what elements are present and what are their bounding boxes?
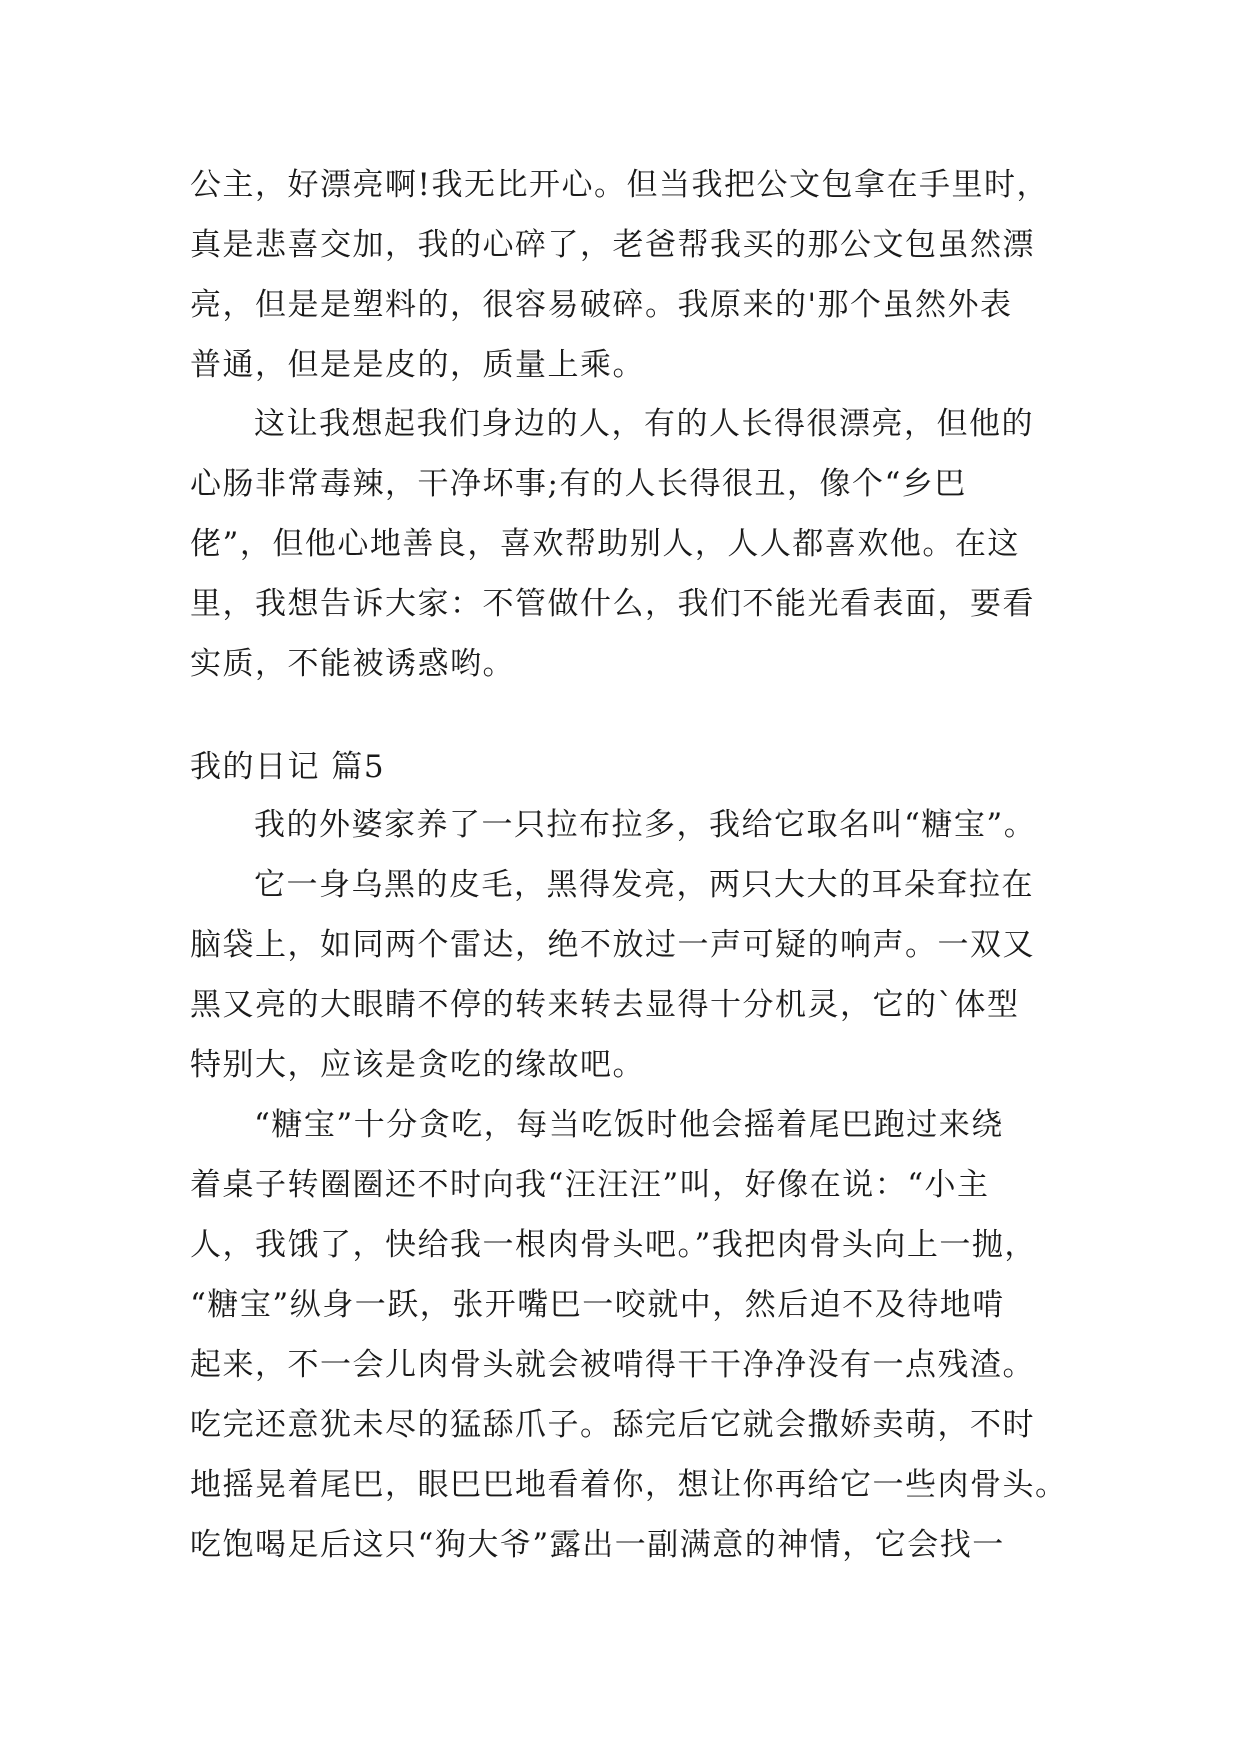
paragraph-5-line-8: 吃饱喝足后这只“狗大爷”露出一副满意的神情，它会找一	[190, 1527, 1005, 1563]
paragraph-5-line-2: 着桌子转圈圈还不时向我“汪汪汪”叫，好像在说：“小主	[190, 1167, 990, 1203]
paragraph-4-line-2: 脑袋上，如同两个雷达，绝不放过一声可疑的响声。一双又	[190, 927, 1035, 963]
paragraph-2-line-5: 实质，不能被诱惑哟。	[190, 646, 515, 682]
paragraph-5-line-3: 人，我饿了，快给我一根肉骨头吧。”我把肉骨头向上一抛，	[190, 1227, 1037, 1263]
paragraph-5-line-1: “糖宝”十分贪吃，每当吃饭时他会摇着尾巴跑过来绕	[254, 1107, 1004, 1143]
paragraph-2-line-1: 这让我想起我们身边的人，有的人长得很漂亮，但他的	[254, 406, 1034, 442]
paragraph-1-line-4: 普通，但是是皮的，质量上乘。	[190, 347, 645, 383]
paragraph-3-line-1: 我的外婆家养了一只拉布拉多，我给它取名叫“糖宝”。	[254, 807, 1037, 843]
paragraph-5-line-6: 吃完还意犹未尽的猛舔爪子。舔完后它就会撒娇卖萌，不时	[190, 1407, 1035, 1443]
paragraph-5-line-7: 地摇晃着尾巴，眼巴巴地看着你，想让你再给它一些肉骨头。	[190, 1467, 1068, 1503]
section-heading: 我的日记 篇5	[190, 749, 386, 785]
paragraph-5-line-5: 起来，不一会儿肉骨头就会被啃得干干净净没有一点残渣。	[190, 1347, 1035, 1383]
paragraph-4-line-3: 黑又亮的大眼睛不停的转来转去显得十分机灵，它的`体型	[190, 987, 1020, 1023]
paragraph-5-line-4: “糖宝”纵身一跃，张开嘴巴一咬就中，然后迫不及待地啃	[190, 1287, 1005, 1323]
paragraph-4-line-1: 它一身乌黑的皮毛，黑得发亮，两只大大的耳朵耷拉在	[254, 867, 1034, 903]
paragraph-4-line-4: 特别大，应该是贪吃的缘故吧。	[190, 1047, 645, 1083]
paragraph-2-line-3: 佬”，但他心地善良，喜欢帮助别人，人人都喜欢他。在这	[190, 526, 1020, 562]
paragraph-1-line-3: 亮，但是是塑料的，很容易破碎。我原来的'那个虽然外表	[190, 287, 1013, 323]
paragraph-1-line-1: 公主，好漂亮啊!我无比开心。但当我把公文包拿在手里时，	[190, 167, 1049, 203]
paragraph-2-line-2: 心肠非常毒辣，干净坏事;有的人长得很丑，像个“乡巴	[190, 466, 967, 502]
paragraph-2-line-4: 里，我想告诉大家：不管做什么，我们不能光看表面，要看	[190, 586, 1035, 622]
paragraph-1-line-2: 真是悲喜交加，我的心碎了，老爸帮我买的那公文包虽然漂	[190, 227, 1035, 263]
